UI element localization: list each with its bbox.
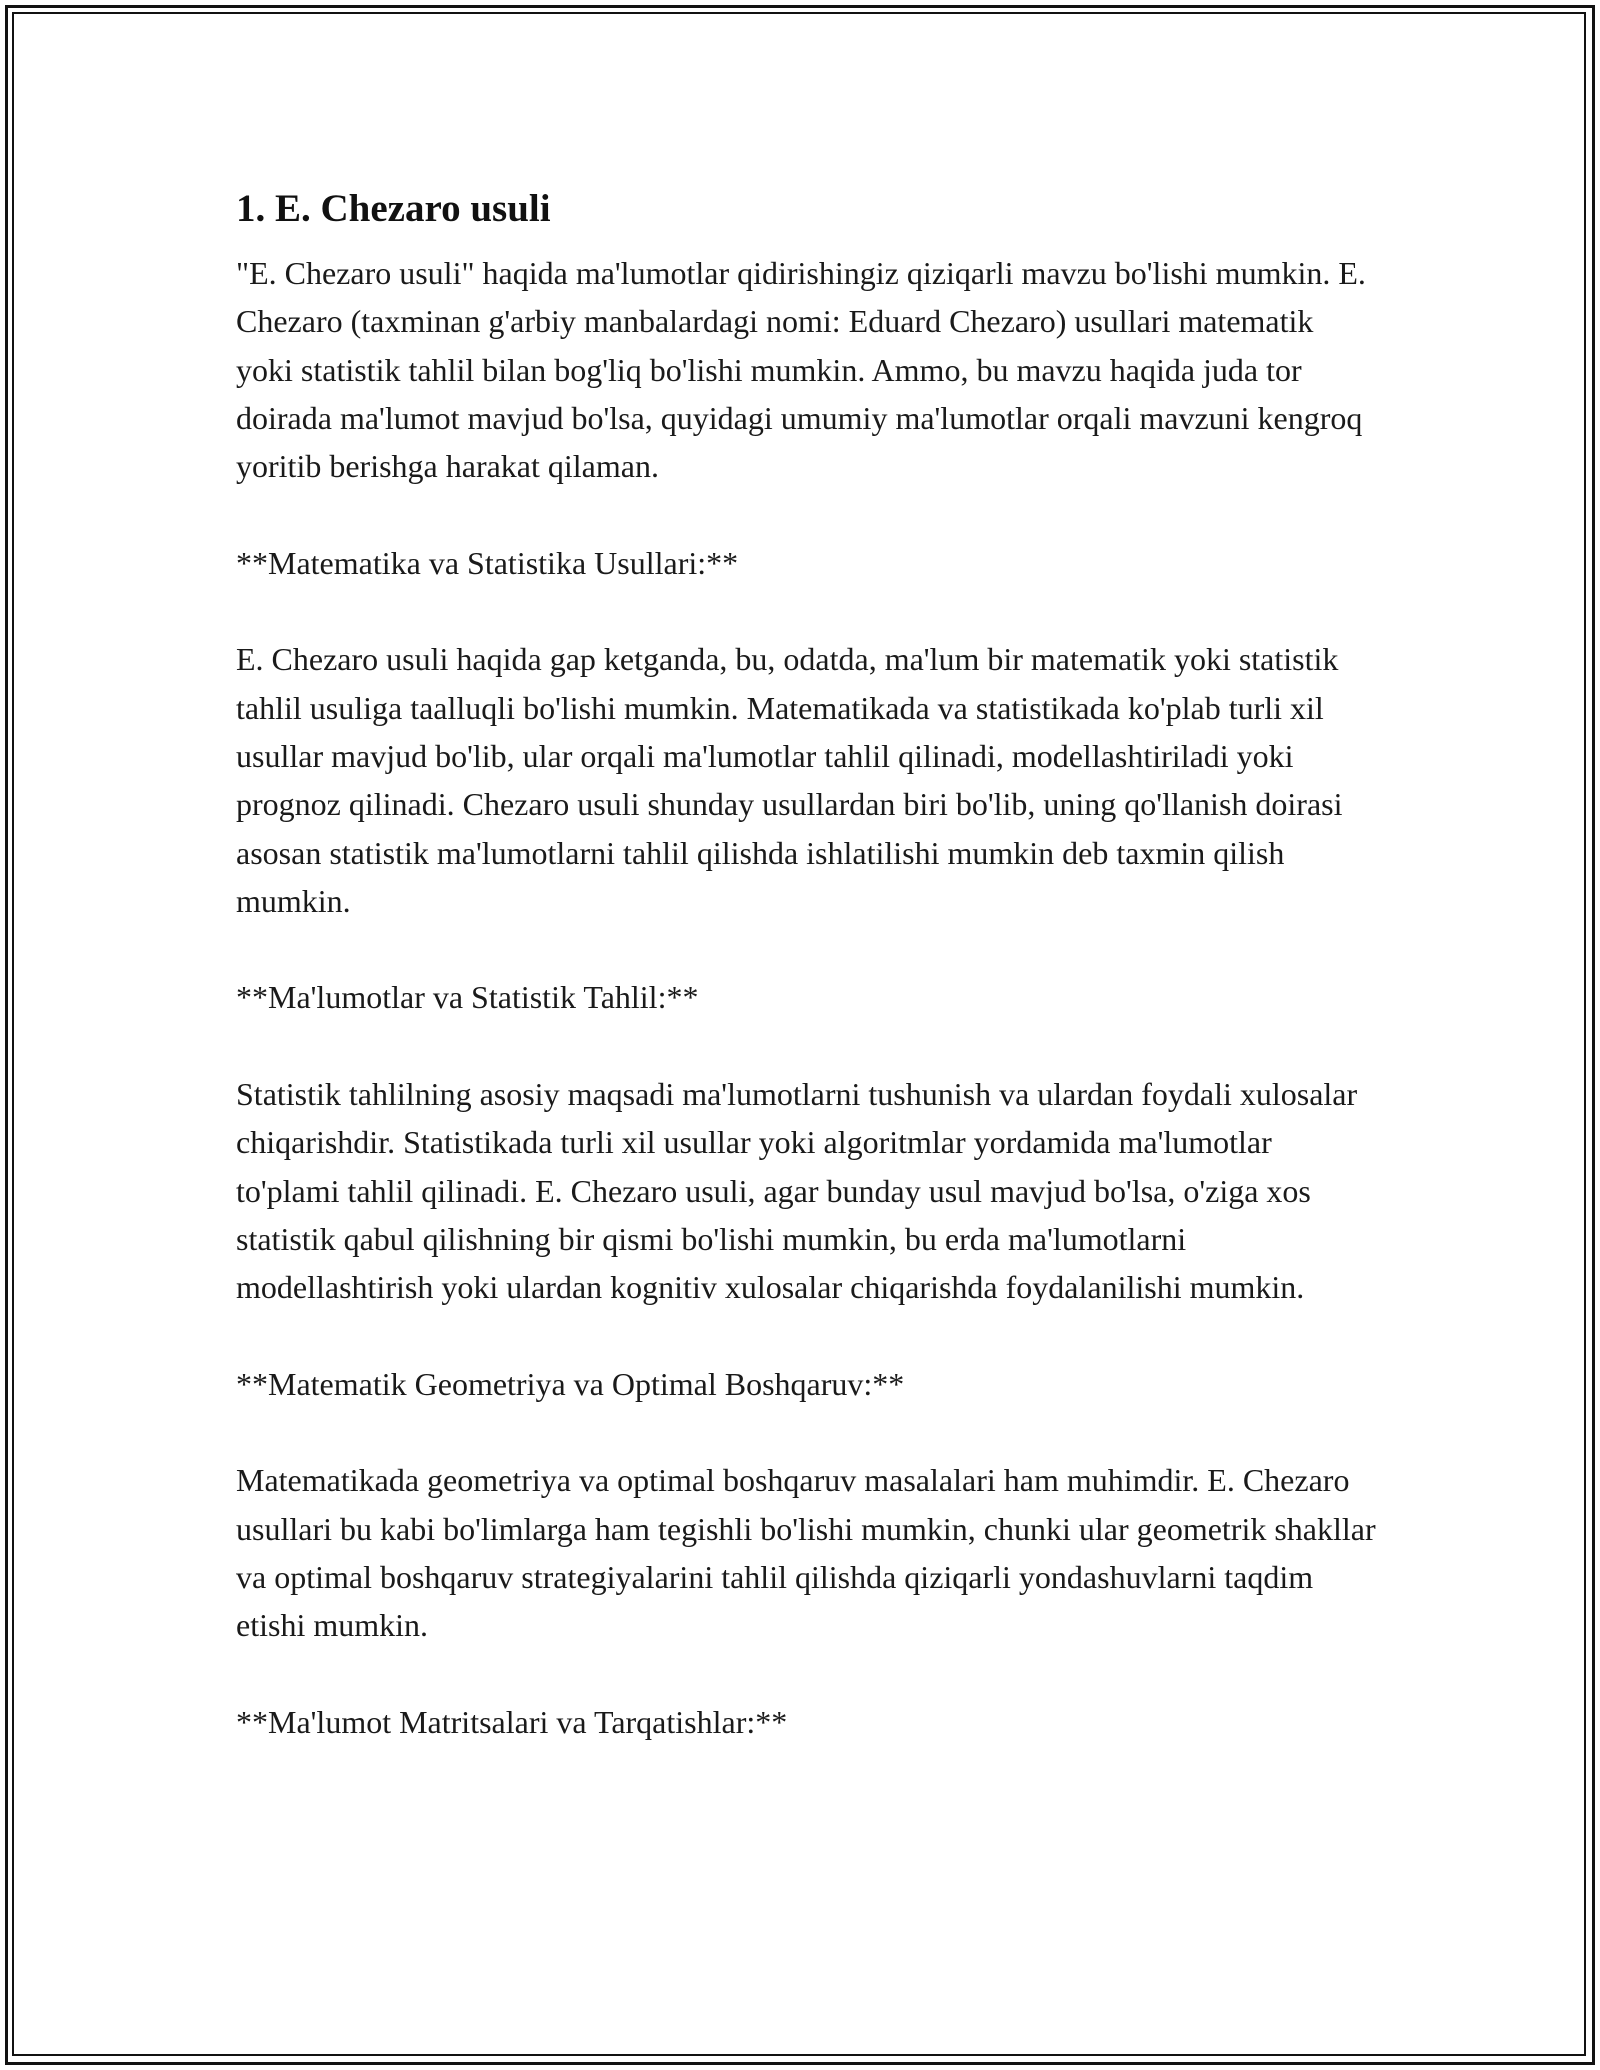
section-heading-math-statistics: **Matematika va Statistika Usullari:**	[236, 544, 739, 581]
paragraph-data-analysis: Statistik tahlilning asosiy maqsadi ma'lumotlarni tushunish va ulardan foydali xulosalar chiqarishdir. Statistikada turli xil usullar yoki algoritmlar yordamida ma'lumotlar to'plami tahlil qilinadi. E. Chezaro usuli, agar bunday usul mavjud bo'lsa, o'ziga xos statistik qabul qilishning bir qismi bo'lishi mumkin, bu erda ma'lumotlarni modellashtirish yoki ulardan kognitiv xulosalar chiqarishda foydalanilishi mumkin.	[236, 1076, 1358, 1306]
section-heading-matrices-distributions: **Ma'lumot Matritsalari va Tarqatishlar:**	[236, 1703, 788, 1740]
section-heading-geometry-control: **Matematik Geometriya va Optimal Boshqaruv:**	[236, 1365, 905, 1402]
paragraph-geometry-control: Matematikada geometriya va optimal boshqaruv masalalari ham muhimdir. E. Chezaro usullari bu kabi bo'limlarga ham tegishli bo'lishi mumkin, chunki ular geometrik shakllar va optimal boshqaruv strategiyalarini tahlil qilishda qiziqarli yondashuvlarni taqdim etishi mumkin.	[236, 1462, 1376, 1644]
section-heading-data-analysis: **Ma'lumotlar va Statistik Tahlil:**	[236, 979, 699, 1016]
document-body	[236, 185, 1376, 1746]
paragraph-intro: "E. Chezaro usuli" haqida ma'lumotlar qidirishingiz qiziqarli mavzu bo'lishi mumkin. E. Chezaro (taxminan g'arbiy manbalardagi nomi: Eduard Chezaro) usullari matematik yoki statistik tahlil bilan bog'liq bo'lishi mumkin. Ammo, bu mavzu haqida juda tor doirada ma'lumot mavjud bo'lsa, quyidagi umumiy ma'lumotlar orqali mavzuni kengroq yoritib berishga harakat qilaman.	[236, 255, 1366, 485]
paragraph-math-statistics: E. Chezaro usuli haqida gap ketganda, bu, odatda, ma'lum bir matematik yoki statistik tahlil usuliga taalluqli bo'lishi mumkin. Matematikada va statistikada ko'plab turli xil usullar mavjud bo'lib, ular orqali ma'lumotlar tahlil qilinadi, modellashtiriladi yoki prognoz qilinadi. Chezaro usuli shunday usullardan biri bo'lib, uning qo'llanish doirasi asosan statistik ma'lumotlarni tahlil qilishda ishlatilishi mumkin deb taxmin qilish mumkin.	[236, 641, 1343, 919]
document-title: 1. E. Chezaro usuli	[236, 187, 551, 230]
